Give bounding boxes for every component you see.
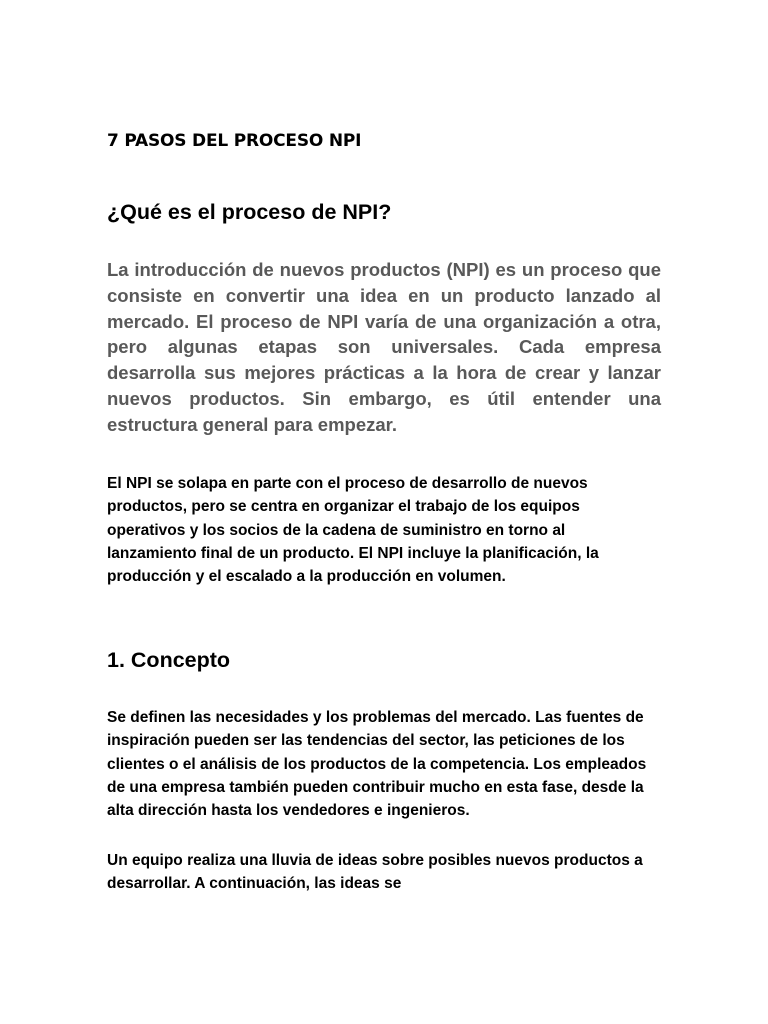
section-heading-concept: 1. Concepto <box>107 648 231 672</box>
section-heading-what-is-npi: ¿Qué es el proceso de NPI? <box>107 200 392 224</box>
concept-paragraph-2: Un equipo realiza una lluvia de ideas sobre posibles nuevos productos a desarrollar. A continuación, las ideas se <box>107 852 643 893</box>
document-title: 7 PASOS DEL PROCESO NPI <box>107 131 362 151</box>
concept-paragraph-1: Se definen las necesidades y los problemas del mercado. Las fuentes de inspiración pueden ser las tendencias del sector, las peticiones de los clientes o el análisis de los productos de la competencia. Los empleados de una empresa también pueden contribuir mucho en esta fase, desde la alta dirección hasta los vendedores e ingenieros. <box>107 709 647 820</box>
intro-paragraph: La introducción de nuevos productos (NPI) es un proceso que consiste en convertir una idea en un producto lanzado al mercado. El proceso de NPI varía de una organización a otra, pero algunas etapas son universales. Cada empresa desarrolla sus mejores prácticas a la hora de crear y lanzar nuevos productos. Sin embargo, es útil entender una estructura general para empezar. <box>107 259 661 435</box>
npi-overlap-paragraph: El NPI se solapa en parte con el proceso de desarrollo de nuevos productos, pero se centra en organizar el trabajo de los equipos operativos y los socios de la cadena de suministro en torno al lanzamiento final de un producto. El NPI incluye la planificación, la producción y el escalado a la producción en volumen. <box>107 475 599 586</box>
